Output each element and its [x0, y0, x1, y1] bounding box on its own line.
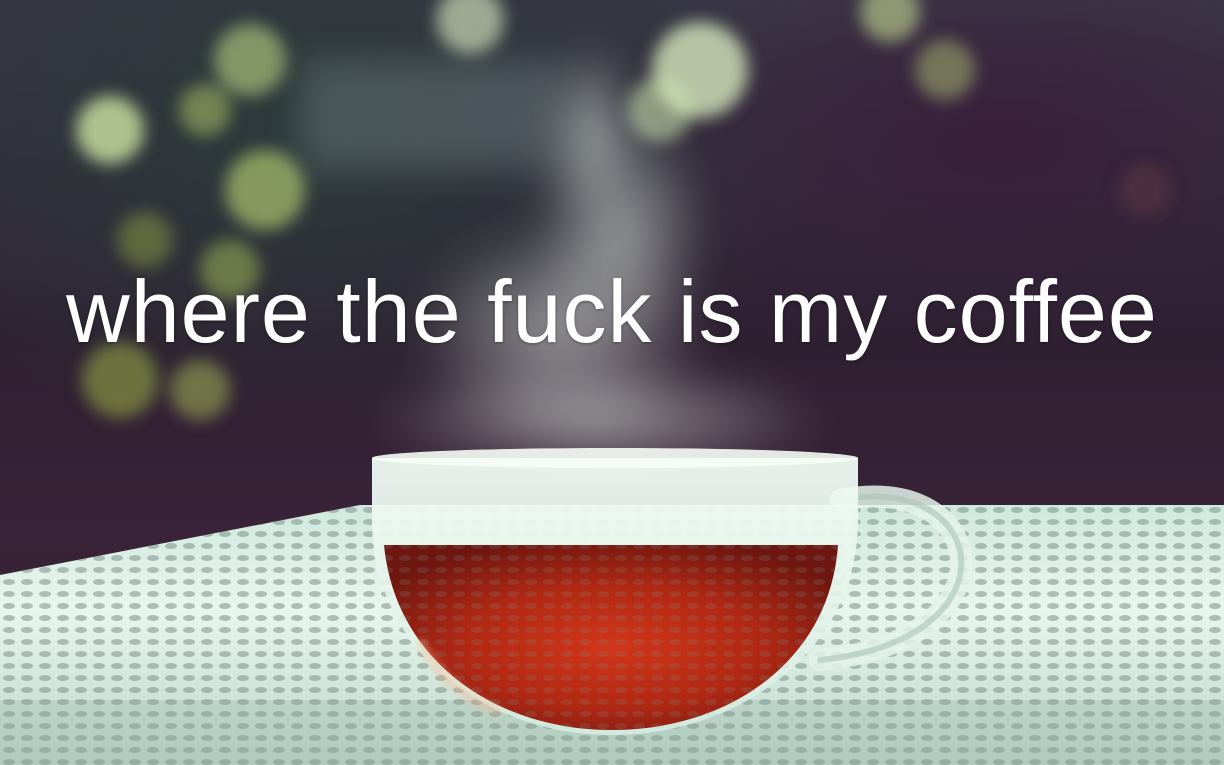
- meme-caption: where the fuck is my coffee: [66, 262, 1158, 361]
- background-glow: [300, 60, 560, 170]
